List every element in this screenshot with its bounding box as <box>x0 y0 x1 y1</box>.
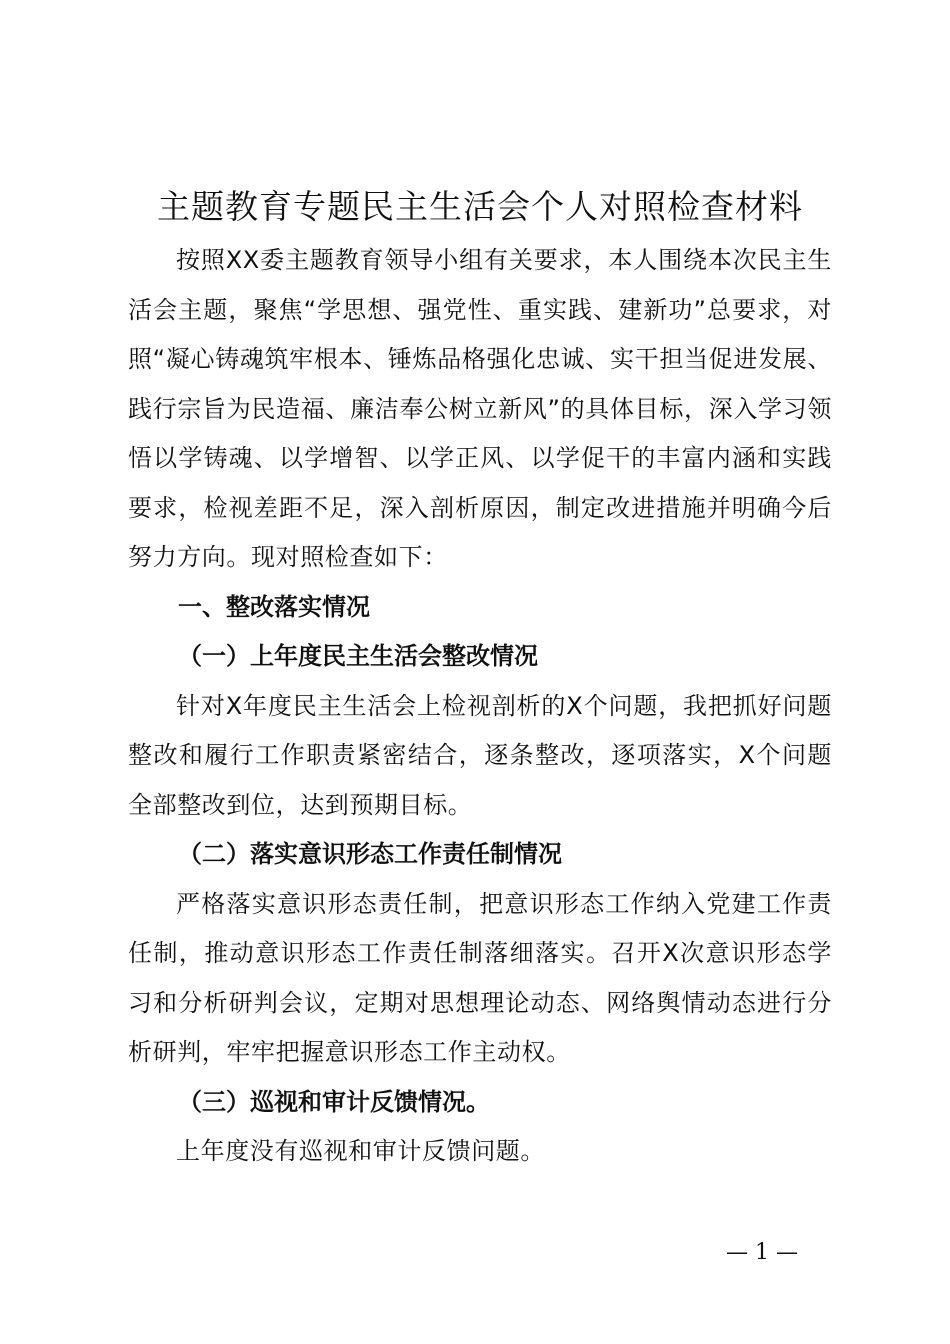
subsection-heading-inspection: （三）巡视和审计反馈情况。 <box>178 1087 490 1116</box>
document-body <box>128 178 832 1177</box>
page-number: — 1 — <box>726 1240 798 1265</box>
document-title: 主题教育专题民主生活会个人对照检查材料 <box>157 187 803 226</box>
subsection-text-ideology: 严格落实意识形态责任制，把意识形态工作纳入党建工作责任制，推动意识形态工作责任制落细落实。召开X次意识形态学习和分析研判会议，定期对思想理论动态、网络舆情动态进行分析研判，牢牢把握意识形态工作主动权。 <box>128 889 832 1066</box>
intro-paragraph: 按照XX委主题教育领导小组有关要求，本人围绕本次民主生活会主题，聚焦“学思想、强党性、重实践、建新功”总要求，对照“凝心铸魂筑牢根本、锤炼品格强化忠诚、实干担当促进发展、践行宗旨为民造福、廉洁奉公树立新风”的具体目标，深入学习领悟以学铸魂、以学增智、以学正风、以学促干的丰富内涵和实践要求，检视差距不足，深入剖析原因，制定改进措施并明确今后努力方向。现对照检查如下： <box>128 246 832 571</box>
section-heading-rectification: 一、整改落实情况 <box>178 592 370 621</box>
subsection-text-inspection: 上年度没有巡视和审计反馈问题。 <box>176 1137 545 1165</box>
subsection-text-last-year: 针对X年度民主生活会上检视剖析的X个问题，我把抓好问题整改和履行工作职责紧密结合，逐条整改，逐项落实，X个问题全部整改到位，达到预期目标。 <box>128 691 832 819</box>
subsection-heading-ideology: （二）落实意识形态工作责任制情况 <box>178 840 562 868</box>
subsection-heading-last-year: （一）上年度民主生活会整改情况 <box>178 642 538 670</box>
